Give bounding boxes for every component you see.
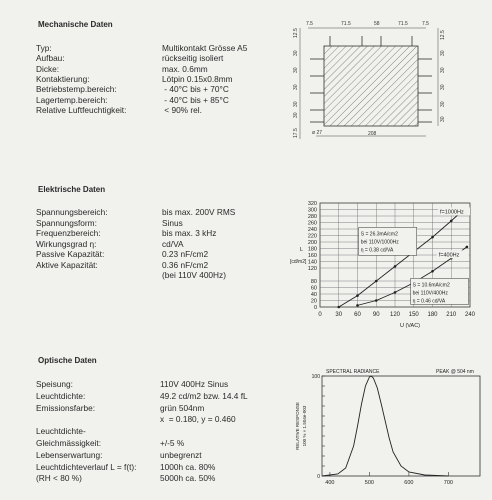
- elec-value: Sinus: [162, 217, 183, 228]
- elec-value: 0.36 nF/cm2: [162, 259, 209, 270]
- mech-label: Typ:: [36, 43, 52, 53]
- opt-label: Lebenserwartung:: [36, 449, 103, 460]
- dim-top: 7.5: [306, 21, 313, 27]
- dim-bottom-left: ø 27: [312, 130, 323, 136]
- opt-label: Gleichmässigkeit:: [36, 438, 102, 448]
- panel-body: [324, 46, 418, 126]
- mech-label: Kontaktierung:: [36, 73, 90, 84]
- elec-value: bis max. 200V RMS: [162, 207, 236, 217]
- y-tick-label: 240: [307, 227, 317, 233]
- elec-value: bis max. 3 kHz: [162, 228, 217, 238]
- y-tick-label: 260: [307, 220, 317, 227]
- y-tick-label: 320: [307, 201, 317, 207]
- dim-left: 30: [293, 67, 299, 73]
- mech-value: Multikontakt Grösse A5: [162, 43, 248, 53]
- elec-label: Frequenzbereich:: [36, 228, 101, 238]
- data-point: [356, 294, 359, 297]
- dim-left: 17.5: [293, 128, 299, 138]
- x-tick-label: 400: [325, 480, 335, 486]
- dim-right: 30: [440, 101, 446, 107]
- elec-label: Spannungsform:: [36, 217, 97, 228]
- opt-value: 5000h ca. 50%: [160, 473, 216, 484]
- x-tick-label: 240: [464, 312, 476, 318]
- elec-value: cd/VA: [162, 238, 184, 249]
- opt-value: unbegrenzt: [160, 449, 202, 460]
- mech-label: Lagertemp.bereich:: [36, 94, 108, 105]
- dim-top: 71.5: [341, 21, 351, 27]
- data-point: [466, 246, 469, 249]
- y-tick-label: 140: [307, 259, 317, 266]
- y-tick-label: 120: [307, 266, 317, 272]
- dim-left: 30: [293, 112, 299, 118]
- opt-label: Leuchtdichte:: [36, 390, 86, 401]
- mech-value: < 90% rel.: [162, 104, 202, 115]
- annotation-line: η = 0.46 cd/VA: [412, 298, 446, 305]
- opt-value: 1000h ca. 80%: [160, 461, 216, 472]
- mech-value: - 40°C bis + 70°C: [162, 84, 229, 95]
- opt-value: grün 504nm: [160, 402, 205, 413]
- annotation-line: bei 110V/1000Hz: [360, 239, 399, 246]
- y-tick-label: 60: [310, 285, 317, 292]
- y-tick-label: 280: [307, 214, 317, 220]
- dim-left: 12.5: [293, 28, 299, 38]
- y-tick-label: 220: [307, 233, 317, 240]
- spectral-radiance-chart: [286, 366, 486, 496]
- dim-right: 30: [440, 84, 446, 90]
- x-tick-label: 90: [372, 312, 380, 318]
- dim-left: 30: [293, 50, 299, 56]
- x-tick-label: 150: [408, 312, 419, 318]
- y-tick-label: 20: [310, 298, 317, 305]
- elec-value: (bei 110V 400Hz): [162, 270, 226, 280]
- opt-label: Speisung:: [36, 379, 73, 389]
- x-tick-label: 700: [443, 480, 453, 486]
- dim-top: 7.5: [422, 21, 429, 27]
- mech-label: Dicke:: [36, 63, 60, 74]
- elec-label: Wirkungsgrad η:: [36, 238, 97, 249]
- opt-label: Emissionsfarbe:: [36, 402, 96, 413]
- opt-value: 49.2 cd/m2 bzw. 14.4 fL: [160, 390, 248, 401]
- series-label: f=1000Hz: [440, 209, 464, 216]
- data-point: [337, 306, 340, 309]
- annotation-line: S = 26.3mA/cm2: [360, 231, 398, 238]
- dim-top: 71.5: [398, 21, 408, 27]
- chart-title: SPECTRAL RADIANCE: [326, 369, 380, 375]
- series-label: f=400Hz: [438, 252, 460, 259]
- y-tick-label: 180: [307, 246, 317, 253]
- y-tick-label: 200: [307, 240, 317, 246]
- dim-top: 58: [374, 21, 380, 27]
- y-tick-label: 100: [311, 374, 320, 380]
- y-axis-label-line: L: [300, 247, 304, 253]
- plot-frame: [322, 376, 480, 476]
- y-axis-label-line: RELATIVE RESPONSE: [295, 402, 300, 450]
- opt-value: 110V 400Hz Sinus: [160, 379, 229, 389]
- x-tick-label: 210: [446, 312, 457, 318]
- annotation-line: S = 10.6mA/cm2: [412, 282, 450, 289]
- mech-label: Aufbau:: [36, 53, 65, 64]
- dim-left: 30: [293, 84, 299, 90]
- dim-right: 30: [440, 116, 446, 122]
- y-axis-label-line: 100 % × 1.504e-003: [302, 405, 307, 447]
- y-axis-label-line: [cd/m2]: [290, 259, 307, 265]
- data-point: [431, 236, 434, 239]
- mech-value: rückseitig isoliert: [162, 53, 224, 64]
- x-tick-label: 120: [389, 312, 401, 318]
- opt-section-title: Optische Daten: [38, 356, 97, 365]
- elec-section-title: Elektrische Daten: [38, 185, 106, 194]
- x-tick-label: 60: [354, 312, 361, 318]
- elec-value: 0.23 nF/cm2: [162, 249, 209, 259]
- chart-subtitle: PEAK @ 504 nm: [436, 369, 474, 375]
- mech-section-title: Mechanische Daten: [38, 20, 113, 29]
- y-tick-label: 40: [310, 292, 317, 298]
- x-tick-label: 600: [404, 480, 414, 486]
- mech-label: Betriebstemp.bereich:: [36, 84, 117, 95]
- data-point: [356, 304, 359, 307]
- mechanical-drawing: [286, 14, 446, 144]
- x-tick-label: 30: [335, 312, 343, 318]
- spectrum-curve: [322, 376, 448, 476]
- x-tick-label: 180: [427, 312, 438, 318]
- data-point: [394, 291, 397, 294]
- opt-label: (RH < 80 %): [36, 473, 82, 484]
- opt-label: Leuchtdichteverlauf L = f(t):: [36, 461, 137, 472]
- luminance-voltage-chart: [286, 197, 492, 339]
- elec-label: Passive Kapazität:: [36, 249, 105, 259]
- y-tick-label: 160: [307, 253, 317, 259]
- elec-label: Aktive Kapazität:: [36, 259, 98, 270]
- mech-value: max. 0.6mm: [162, 63, 208, 74]
- mech-label: Relative Luftfeuchtigkeit:: [36, 104, 127, 115]
- elec-label: Spannungsbereich:: [36, 207, 108, 217]
- dim-bottom: 208: [368, 131, 377, 137]
- mech-value: Lötpin 0.15x0.8mm: [162, 73, 233, 84]
- y-tick-label: 0: [317, 474, 320, 480]
- dim-right: 30: [440, 50, 446, 56]
- opt-label: Leuchtdichte-: [36, 426, 86, 437]
- dim-left: 30: [293, 101, 299, 107]
- opt-value: +/-5 %: [160, 438, 185, 448]
- data-point: [375, 299, 378, 302]
- y-tick-label: 300: [307, 207, 317, 214]
- dim-right: 12.5: [440, 30, 446, 40]
- data-point: [450, 220, 453, 223]
- data-point: [394, 265, 397, 268]
- data-point: [431, 270, 434, 273]
- y-tick-label: 0: [313, 305, 317, 311]
- data-point: [375, 280, 378, 283]
- x-tick-label: 500: [364, 480, 374, 486]
- annotation-line: η = 0.38 cd/VA: [360, 247, 394, 254]
- y-tick-label: 80: [310, 279, 317, 285]
- opt-value: x = 0.180, y = 0.460: [160, 414, 236, 425]
- annotation-line: bei 110V/400Hz: [412, 290, 448, 297]
- x-axis-label: U (VAC): [399, 323, 421, 329]
- x-tick-label: 0: [318, 312, 322, 318]
- mech-value: - 40°C bis + 85°C: [162, 94, 229, 105]
- dim-right: 30: [440, 67, 446, 73]
